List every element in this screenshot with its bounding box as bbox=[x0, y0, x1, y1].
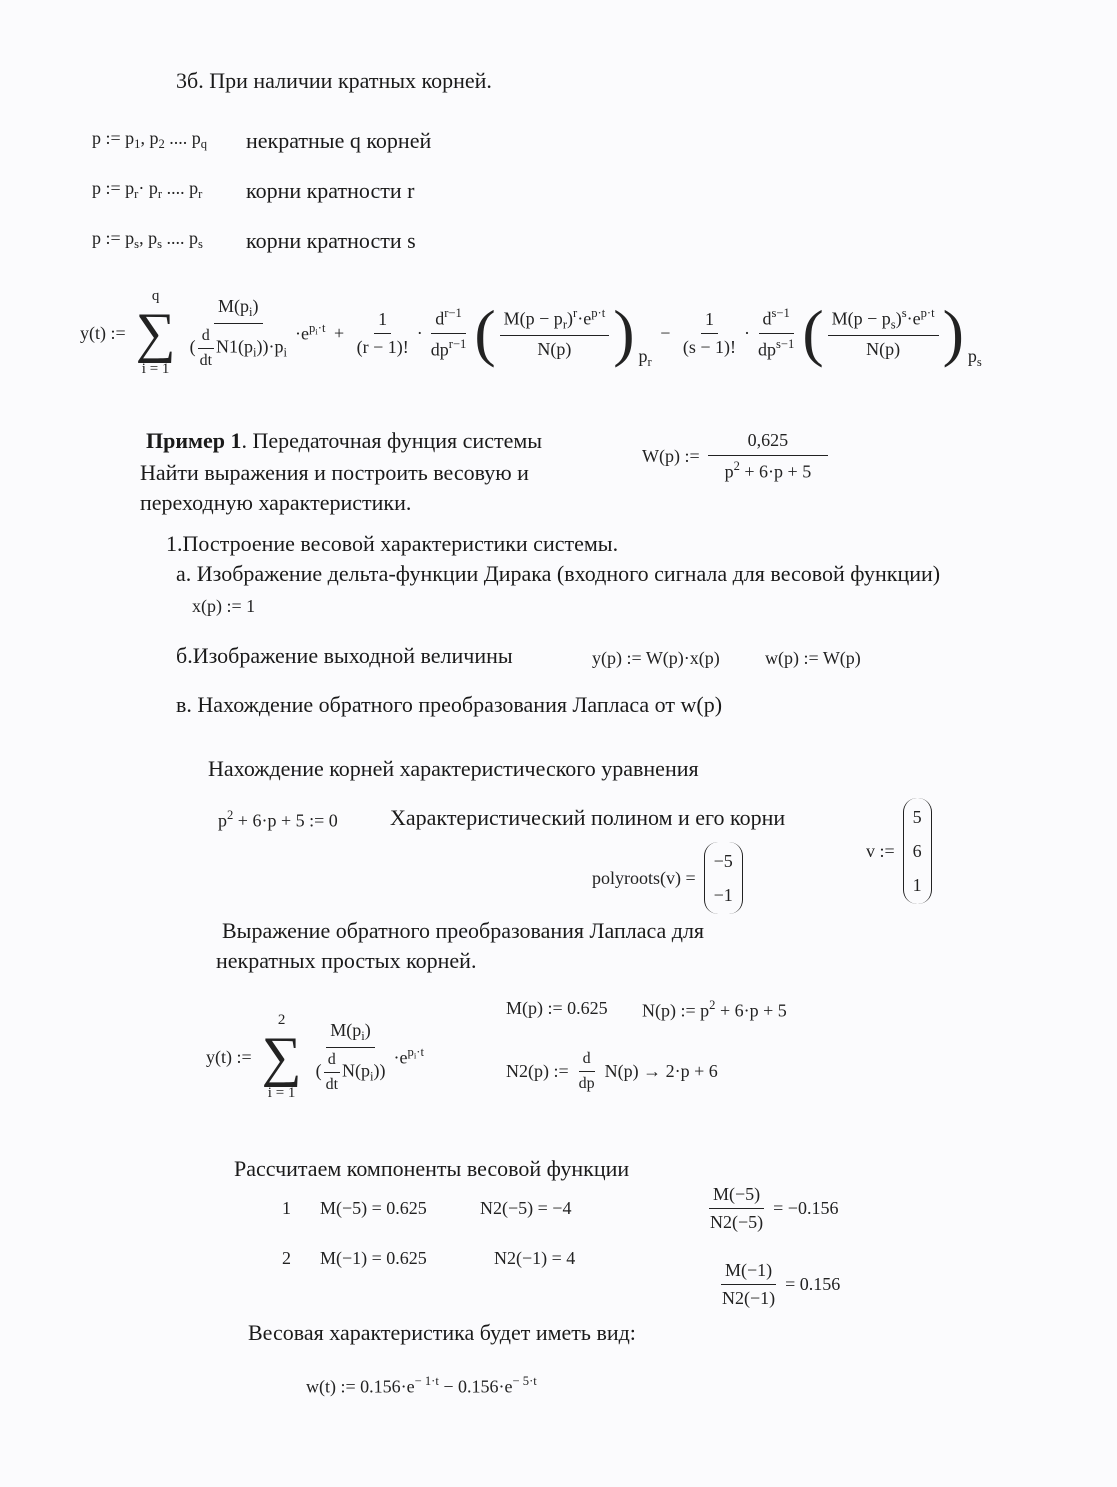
row-2-M: M(−1) = 0.625 bbox=[320, 1248, 427, 1268]
components-heading: Рассчитаем компоненты весовой функции bbox=[234, 1156, 630, 1181]
inverse-heading-2: некратных простых корней. bbox=[216, 948, 477, 973]
step-a-heading: а. Изображение дельта-функции Дирака (входного сигнала для весовой функции) bbox=[176, 561, 941, 586]
mult-s-label: корни кратности s bbox=[246, 228, 416, 253]
polyroots-result: polyroots(v) = −5 −1 bbox=[592, 842, 743, 914]
characteristic-label: Характеристический полином и его корни bbox=[390, 805, 786, 830]
row-1-ratio: $\frac{M(-5)}{N2(-5)}$ = −0.156 bbox=[710, 1184, 839, 1232]
M-definition: M(p) := 0.625 bbox=[506, 998, 608, 1018]
example-line3: переходную характеристики. bbox=[140, 490, 412, 515]
step-b-heading: б.Изображение выходной величины bbox=[176, 643, 513, 668]
final-heading: Весовая характеристика будет иметь вид: bbox=[248, 1320, 636, 1345]
mult-r-formula: p := $p_r\cdot p_r$ .... $p_r$ bbox=[92, 178, 203, 201]
v-vector: v := 5 6 1 bbox=[866, 798, 932, 904]
transfer-function: W(p) := $\frac{0,625}{p^2 + 6\cdot p + 5}$ bbox=[642, 430, 828, 483]
row-1-N2: N2(−5) = −4 bbox=[480, 1198, 572, 1218]
characteristic-equation: $p^2 + 6\cdot p + 5$ := 0 bbox=[218, 808, 338, 831]
w-definition: w(p) := W(p) bbox=[765, 648, 861, 668]
simple-roots-label: некратные q корней bbox=[246, 128, 432, 153]
x-definition: x(p) := 1 bbox=[192, 596, 256, 616]
example-line1: Пример 1. Передаточная фунция системы bbox=[146, 428, 543, 453]
mult-s-formula: p := $p_s$, $p_s$ .... $p_s$ bbox=[92, 228, 203, 251]
N2-definition: N2(p) := $\frac{d}{dp}$ N(p) → 2·p + 6 bbox=[506, 1050, 718, 1092]
mult-r-label: корни кратности r bbox=[246, 178, 415, 203]
general-formula: y(t) := q ∑ i = 1 $M(p_i)$ ( $\frac{d}{dt}$ $N1(p_i))\cdot p_i$ $\cdot e^{p_i\cdot t}$ + $\frac{1}{(r - 1)!}$ · $\frac{d^{r-1}}{dp^{r-1}}$ ( $\frac{M(p - p_r)^r\cdot e^{p\cdot t}}{N(p)}$ ) $p_r$ − $\frac{1}{(s - 1)!}$ · $\frac{d^{s-1}}{dp^{s-1}}$ ( $\frac{M(p - p_s)^s\cdot e^{p\cdot t}}{N(p)}$ ) $p_s$ bbox=[80, 288, 982, 377]
final-formula: w(t) := $0.156\cdot e^{- 1\cdot t} - 0.156\cdot e^{- 5\cdot t}$ bbox=[306, 1374, 537, 1397]
simple-roots-formula-sum: y(t) := 2 ∑ i = 1 $M(p_i)$ ( $\frac{d}{dt}$ $N(p_i)$) $\cdot e^{p_i\cdot t}$ bbox=[206, 1012, 424, 1101]
step1-heading: 1.Построение весовой характеристики системы. bbox=[166, 531, 619, 556]
y-definition: y(p) := W(p)·x(p) bbox=[592, 648, 720, 668]
simple-roots-formula: p := $p_1$, $p_2$ .... $p_q$ bbox=[92, 128, 208, 151]
row-2-N2: N2(−1) = 4 bbox=[494, 1248, 576, 1268]
inverse-heading-1: Выражение обратного преобразования Лапласа для bbox=[222, 918, 705, 943]
row-1-M: M(−5) = 0.625 bbox=[320, 1198, 427, 1218]
section-heading: 3б. При наличии кратных корней. bbox=[176, 68, 492, 93]
row-2-ratio: $\frac{M(-1)}{N2(-1)}$ = 0.156 bbox=[722, 1260, 841, 1308]
step-v-heading: в. Нахождение обратного преобразования Лапласа от w(p) bbox=[176, 692, 723, 717]
row-2-number: 2 bbox=[282, 1248, 291, 1268]
row-1-number: 1 bbox=[282, 1198, 291, 1218]
example-line2: Найти выражения и построить весовую и bbox=[140, 460, 529, 485]
roots-heading: Нахождение корней характеристического уравнения bbox=[208, 756, 699, 781]
N-definition: N(p) := $p^2 + 6\cdot p + 5$ bbox=[642, 998, 787, 1021]
